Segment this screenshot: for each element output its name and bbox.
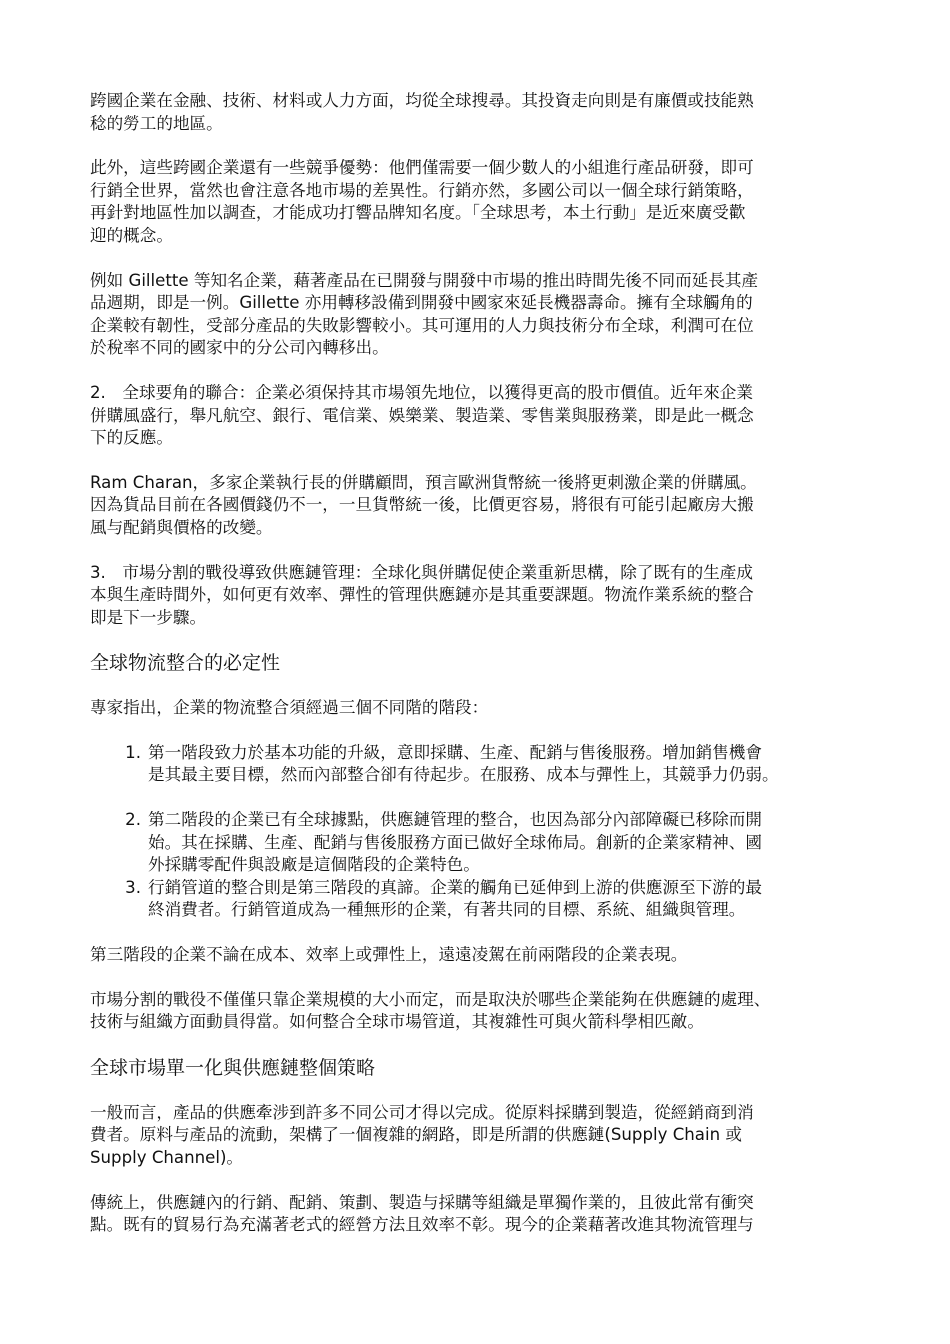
paragraph: 第三階段的企業不論在成本、效率上或彈性上，遠遠凌駕在前兩階段的企業表現。 <box>90 945 688 965</box>
list-item <box>90 877 870 922</box>
paragraph: 3. 市場分割的戰役導致供應鏈管理：全球化與併購促使企業重新思構，除了既有的生產成 本與生產時間外，如何更有效率、彈性的管理供應鏈亦是其重要課題。物流作業系統的整合 即是下一步驟。 <box>90 562 754 627</box>
paragraph: 專家指出，企業的物流整合須經過三個不同階的階段： <box>90 698 489 718</box>
paragraph: 跨國企業在金融、技術、材料或人力方面，均從全球搜尋。其投資走向則是有廉價或技能熟 稔的勞工的地區。 <box>90 91 754 133</box>
paragraph: Ram Charan，多家企業執行長的併購顧問，預言歐洲貨幣統一後將更刺激企業的併購風。 因為貨品目前在各國價錢仍不一，一旦貨幣統一後，比價更容易，將很有可能引起廠房大搬 風与配銷與價格的改變。 <box>90 472 757 537</box>
section-heading: 全球市場單一化與供應鏈整個策略 <box>90 1056 376 1079</box>
list-item <box>90 742 870 787</box>
list-text: 第一階段致力於基本功能的升級，意即採購、生產、配銷与售後服務。增加銷售機會 是其最主要目標，然而內部整合卻有待起步。在服務、成本与彈性上，其競爭力仍弱。 <box>148 742 779 785</box>
paragraph: 傳統上，供應鏈內的行銷、配銷、策劃、製造与採購等組織是單獨作業的，且彼此常有衝突 點。既有的貿易行為充滿著老式的經營方法且效率不彰。現今的企業藉著改進其物流管理与 <box>90 1192 754 1235</box>
list-number: 1. <box>125 742 141 762</box>
paragraph: 市場分割的戰役不僅僅只靠企業規模的大小而定，而是取決於哪些企業能夠在供應鏈的處理、 技術与組織方面動員得當。如何整合全球市場管道，其複雜性可與火箭科學相匹敵。 <box>90 989 771 1032</box>
list-number: 2. <box>125 810 141 830</box>
paragraph: 例如 Gillette 等知名企業，藉著產品在已開發与開發中市場的推出時間先後不同而延長其產 品週期，即是一例。Gillette 亦用轉移設備到開發中國家來延長機器壽命。擁有全球觸角的 企業較有韌性，受部分產品的失敗影響較小。其可運用的人力與技術分布全球，利潤可在位 於稅率不同的國家中的分公司內轉移出。 <box>90 270 759 358</box>
list-text: 第二階段的企業已有全球據點，供應鏈管理的整合，也因為部分內部障礙已移除而開 始。其在採購、生產、配銷与售後服務方面已做好全球佈局。創新的企業家精神、國 外採購零配件與設廠是這個階段的企業特色。 <box>148 810 762 875</box>
paragraph: 此外，這些跨國企業還有一些競爭優勢：他們僅需要一個少數人的小組進行產品研發，即可 行銷全世界，當然也會注意各地市場的差異性。行銷亦然，多國公司以一個全球行銷策略， 再針對地區性加以調查，才能成功打響品牌知名度。「全球思考，本土行動」是近來廣受歡 迎的概念。 <box>90 158 754 245</box>
document-page <box>90 90 870 1259</box>
list-text: 行銷管道的整合則是第三階段的真諦。企業的觸角已延伸到上游的供應源至下游的最 終消費者。行銷管道成為一種無形的企業，有著共同的目標、系統、組織與管理。 <box>148 877 762 920</box>
numbered-list <box>90 742 870 922</box>
list-number: 3. <box>125 877 141 897</box>
section-heading: 全球物流整合的必定性 <box>90 652 281 675</box>
list-item <box>90 809 870 877</box>
paragraph: 一般而言，產品的供應牽涉到許多不同公司才得以完成。從原料採購到製造，從經銷商到消 費者。原料与產品的流動，架構了一個複雜的網路，即是所謂的供應鏈(Supply Chain 或 Supply Channel)。 <box>90 1102 754 1167</box>
paragraph: 2. 全球要角的聯合：企業必須保持其市場領先地位，以獲得更高的股市價值。近年來企業 併購風盛行，舉凡航空、銀行、電信業、娛樂業、製造業、零售業與服務業，即是此一概念 下的反應。 <box>90 382 754 448</box>
